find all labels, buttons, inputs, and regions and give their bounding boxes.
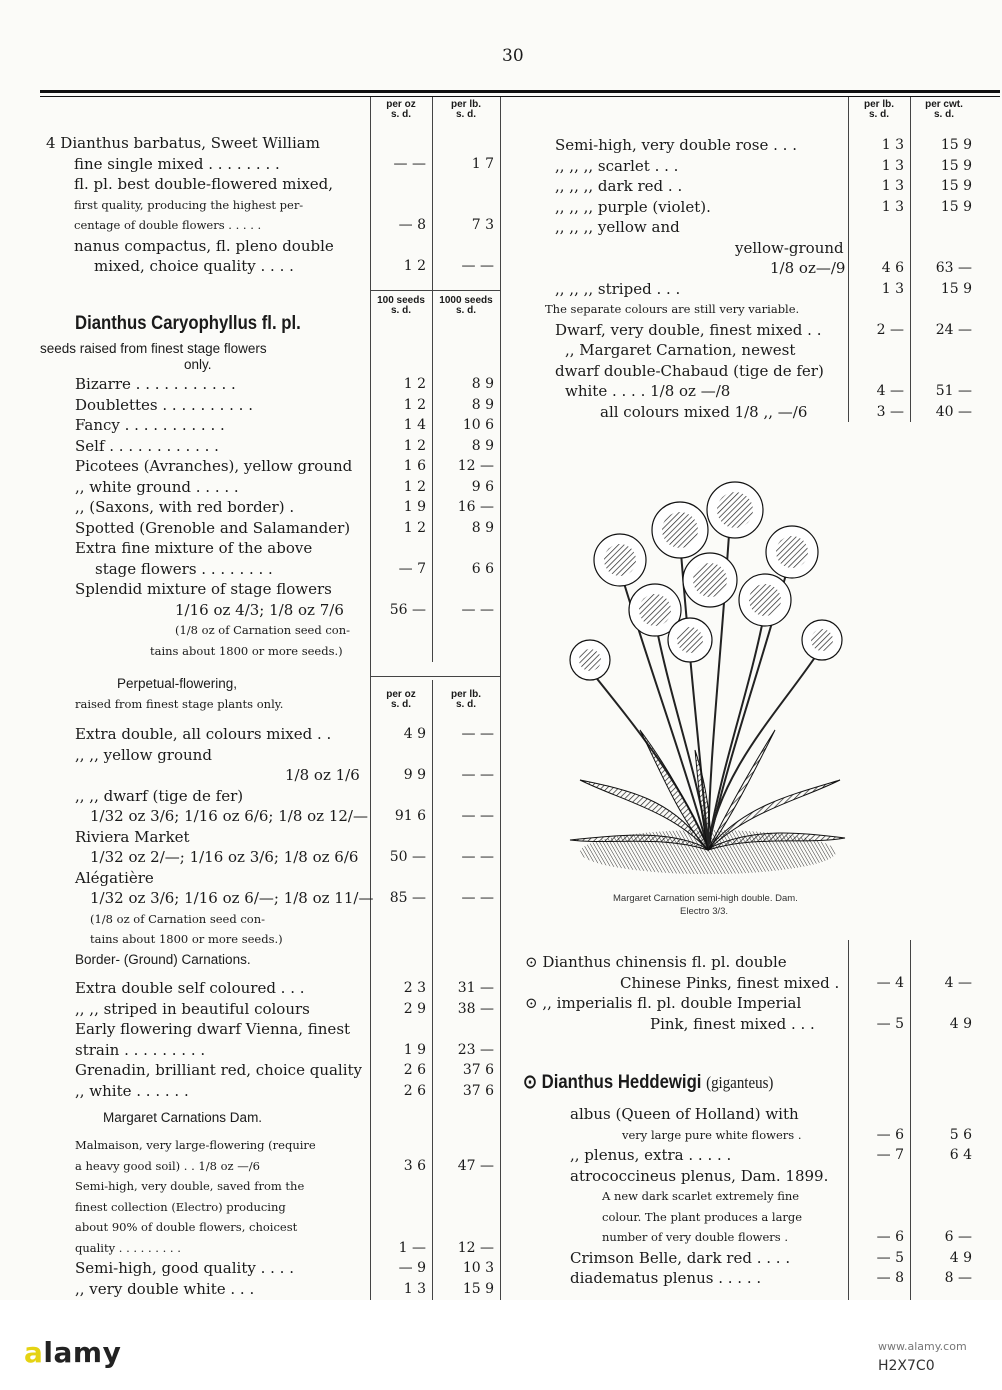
margaret-row-text: Semi-high, good quality . . . . [75,1259,294,1277]
sweet-william-row-text: nanus compactus, fl. pleno double [74,236,334,255]
margaret-row-text: Malmaison, very large-flowering (require [75,1138,316,1152]
caryophyllus-row-text: Doublettes . . . . . . . . . . [75,395,253,414]
margaret-row-price-a: 1 3 [403,1280,426,1297]
caryophyllus-row-price-b: — — [461,601,494,618]
border-carnation-row-text: strain . . . . . . . . . [75,1040,206,1059]
semi-high-row-text: all colours mixed 1/8 ,, —/6 [600,402,808,421]
chinensis-row-text: Chinese Pinks, finest mixed . [620,973,840,992]
caryophyllus-row-price-b: 8 9 [471,396,494,413]
semi-high-row-price-b: 15 9 [940,137,972,153]
perpetual-row-text: 1/32 oz 3/6; 1/16 oz 6/—; 1/8 oz 11/— [90,889,374,907]
caryophyllus-title: Dianthus Caryophyllus fl. pl. [75,313,301,334]
caryophyllus-row-text: Fancy . . . . . . . . . . . [75,416,225,434]
perpetual-row-text: Alégatière [75,868,154,887]
perpetual-row-price-a: 85 — [389,890,426,906]
heddewigi-row-text: atrococcineus plenus, Dam. 1899. [570,1166,829,1185]
sweet-william-row-text: 4 Dianthus barbatus, Sweet William [46,134,320,152]
chinensis-row-price-b: 4 9 [949,1015,972,1032]
heddewigi-row-text: diadematus plenus . . . . . [570,1269,762,1287]
semi-high-row-text: ,, ,, ,, scarlet . . . [555,156,679,175]
caryophyllus-row-price-a: 1 2 [403,437,426,454]
border-carnation-row-price-a: 2 6 [403,1062,426,1078]
margaret-row-text: Semi-high, very double, saved from the [75,1179,305,1193]
caryophyllus-row-text: stage flowers . . . . . . . . [95,559,273,578]
caryophyllus-row-text: Picotees (Avranches), yellow ground [75,457,353,475]
semi-high-row-text: ,, ,, ,, dark red . . [555,177,683,195]
page-number: 30 [502,46,524,66]
header-right-per-cwt: per cwt. s. d. [925,99,963,120]
chinensis-row-text: ⊙ ,, imperialis fl. pl. double Imperial [525,994,802,1012]
perpetual-row-price-a: 91 6 [394,808,426,824]
caryophyllus-row-text: ,, white ground . . . . . [75,477,239,496]
caryophyllus-row-price-b: 8 9 [471,376,494,392]
sweet-william-row-price-a: — — [393,155,426,172]
chinensis-row-price-a: — 4 [876,974,904,991]
price-header-rule-2 [370,676,500,677]
border-carnation-row-text: ,, ,, striped in beautiful colours [75,999,310,1018]
border-carnation-row-text: ,, white . . . . . . [75,1081,189,1100]
border-title: Border- (Ground) Carnations. [75,952,251,967]
margaret-row-text: finest collection (Electro) producing [75,1199,286,1214]
caryophyllus-row-price-a: — 7 [398,560,426,577]
border-carnation-row-price-a: 2 6 [403,1082,426,1099]
semi-high-row-price-a: 4 — [876,383,904,399]
perpetual-row-price-a: 50 — [389,849,426,865]
perpetual-subtitle: raised from finest stage plants only. [75,697,284,711]
semi-high-row-price-b: 63 — [935,260,972,276]
heddewigi-row-price-b: 6 4 [949,1147,972,1163]
semi-high-row-price-b: 15 9 [940,178,972,194]
caryophyllus-subtitle-2: only. [184,357,212,372]
perpetual-row-text: 1/32 oz 3/6; 1/16 oz 6/6; 1/8 oz 12/— [90,807,368,825]
margaret-title: Margaret Carnations Dam. [103,1110,263,1125]
perpetual-row-price-b: — — [461,726,494,742]
margaret-row-text: a heavy good soil) . . 1/8 oz —/6 [75,1158,260,1173]
heddewigi-row-price-a: — 5 [876,1249,904,1266]
border-carnation-row-text: Extra double self coloured . . . [75,979,305,997]
semi-high-row-price-b: 15 9 [940,157,972,174]
semi-high-row-text: white . . . . 1/8 oz —/8 [565,382,731,400]
perpetual-row-price-a: 4 9 [403,726,426,742]
semi-high-row-price-a: 1 3 [881,157,904,174]
border-carnation-row-text: Early flowering dwarf Vienna, finest [75,1020,351,1038]
sweet-william-row-text: mixed, choice quality . . . . [94,257,294,275]
heddewigi-row-price-b: 5 6 [949,1126,972,1143]
left-right-column-divider [500,97,501,1300]
caryophyllus-row-text: Bizarre . . . . . . . . . . . [75,375,236,393]
heddewigi-row-price-b: 6 — [944,1229,972,1245]
caryophyllus-row-text: 1/16 oz 4/3; 1/8 oz 7/6 [175,600,344,619]
semi-high-row-price-a: 4 6 [881,260,904,276]
left-price-column-divider [370,97,371,1300]
semi-high-row-text: dwarf double-Chabaud (tige de fer) [555,361,824,380]
stock-image-id: H2X7C0 [878,1358,935,1374]
perpetual-row-text: ,, ,, yellow ground [75,745,212,764]
caryophyllus-row-text: tains about 1800 or more seeds.) [150,643,343,658]
chinensis-row-text: Pink, finest mixed . . . [650,1014,815,1033]
heddewigi-row-text: albus (Queen of Holland) with [570,1105,799,1123]
caryophyllus-row-price-b: 8 9 [471,519,494,536]
top-double-rule [40,90,1000,93]
chinensis-row-price-a: — 5 [876,1015,904,1032]
caryophyllus-row-price-a: 1 2 [403,519,426,536]
caryophyllus-row-text: Spotted (Grenoble and Salamander) [75,518,351,537]
perpetual-row-price-b: — — [461,849,494,865]
perpetual-row-text: Riviera Market [75,827,190,846]
semi-high-row-text: ,, ,, ,, yellow and [555,218,680,236]
chinensis-row-text: ⊙ Dianthus chinensis fl. pl. double [525,953,787,971]
heddewigi-row-price-a: — 6 [876,1229,904,1245]
header-1000-seeds: 1000 seeds s. d. [439,295,493,316]
sweet-william-row-price-b: 1 7 [471,155,494,172]
watermark-logo: alamy [24,1336,122,1369]
semi-high-row-price-b: 24 — [935,321,972,338]
border-carnation-row-price-b: 38 — [457,1000,494,1017]
perpetual-row-price-b: — — [461,890,494,906]
margaret-row-price-b: 47 — [457,1157,494,1174]
border-carnation-row-price-a: 2 3 [403,980,426,996]
margaret-row-price-a: 3 6 [403,1157,426,1174]
margaret-row-text: about 90% of double flowers, choicest [75,1220,298,1234]
perpetual-row-text: 1/32 oz 2/—; 1/16 oz 3/6; 1/8 oz 6/6 [90,848,359,866]
border-carnation-row-price-b: 23 — [457,1041,494,1058]
caryophyllus-row-price-a: 56 — [389,601,426,618]
semi-high-row-text: Dwarf, very double, finest mixed . . [555,320,822,339]
sweet-william-row-price-b: — — [461,258,494,274]
semi-high-row-price-a: 1 3 [881,280,904,297]
margaret-row-price-b: 15 9 [462,1280,494,1297]
heddewigi-row-text: number of very double flowers . [602,1230,788,1244]
sweet-william-row-price-b: 7 3 [471,217,494,233]
caryophyllus-row-price-a: 1 9 [403,499,426,515]
caryophyllus-row-text: Splendid mixture of stage flowers [75,580,332,598]
border-carnation-row-text: Grenadin, brilliant red, choice quality [75,1061,363,1079]
caryophyllus-row-text: (1/8 oz of Carnation seed con- [175,623,351,637]
caryophyllus-row-price-a: 1 6 [403,458,426,474]
caryophyllus-row-text: Extra fine mixture of the above [75,539,313,557]
semi-high-row-price-a: 1 3 [881,198,904,215]
caryophyllus-row-price-b: 10 6 [462,417,494,433]
caryophyllus-row-price-b: 9 6 [471,478,494,495]
margaret-row-price-b: 10 3 [462,1260,494,1276]
caryophyllus-row-text: ,, (Saxons, with red border) . [75,498,295,516]
semi-high-row-price-b: 15 9 [940,198,972,215]
caryophyllus-row-price-a: 1 4 [403,417,426,433]
caryophyllus-row-price-b: 6 6 [471,560,494,577]
semi-high-row-price-a: 1 3 [881,137,904,153]
perpetual-row-text: ,, ,, dwarf (tige de fer) [75,786,244,805]
right-price-column-divider-lower [848,940,849,1300]
semi-high-row-text: ,, Margaret Carnation, newest [565,341,796,359]
sweet-william-row-text: fl. pl. best double-flowered mixed, [74,175,333,193]
stock-url: www.alamy.com [878,1340,967,1353]
perpetual-row-price-b: — — [461,767,494,783]
illustration-caption: Margaret Carnation semi-high double. Dam. [613,893,798,904]
left-price-mid-divider-lower [432,680,433,1300]
heddewigi-title: ⊙ Dianthus Heddewigi (giganteus) [523,1072,774,1093]
caryophyllus-subtitle: seeds raised from finest stage flowers [40,341,267,356]
semi-high-row-price-b: 15 9 [940,280,972,297]
header-per-oz: per oz s. d. [386,99,416,120]
semi-high-row-price-a: 1 3 [881,178,904,194]
sweet-william-row-price-a: 1 2 [403,258,426,274]
semi-high-row-text: ,, ,, ,, purple (violet). [555,197,711,216]
heddewigi-row-price-b: 8 — [944,1270,972,1286]
perpetual-row-text: 1/8 oz 1/6 [285,766,360,784]
border-carnation-row-price-b: 31 — [457,980,494,996]
heddewigi-row-price-a: — 8 [876,1270,904,1286]
chinensis-row-price-b: 4 — [944,974,972,991]
header-right-per-lb: per lb. s. d. [863,99,894,120]
carnation-illustration [560,450,850,880]
perpetual-title: Perpetual-flowering, [117,676,238,691]
right-price-column-divider [848,97,849,422]
semi-high-row-price-b: 40 — [935,403,972,420]
caryophyllus-row-text: Self . . . . . . . . . . . . [75,436,219,455]
semi-high-row-text: The separate colours are still very variable. [545,302,800,316]
caryophyllus-row-price-b: 16 — [457,499,494,515]
border-carnation-row-price-a: 1 9 [403,1041,426,1058]
header-per-oz-2: per oz s. d. [386,689,416,710]
heddewigi-row-price-a: — 6 [876,1126,904,1143]
heddewigi-row-price-a: — 7 [876,1147,904,1163]
border-carnation-row-price-b: 37 6 [462,1062,494,1078]
sweet-william-row-text: first quality, producing the highest per- [74,197,304,212]
perpetual-row-price-a: 9 9 [403,767,426,783]
caryophyllus-row-price-b: 8 9 [471,437,494,454]
right-price-mid-divider [910,97,911,422]
caryophyllus-row-price-a: 1 2 [403,376,426,392]
semi-high-row-price-b: 51 — [935,383,972,399]
border-carnation-row-price-a: 2 9 [403,1000,426,1017]
caryophyllus-row-price-a: 1 2 [403,478,426,495]
semi-high-row-text: yellow-ground [735,238,844,257]
sweet-william-row-text: centage of double flowers . . . . . [74,218,262,232]
semi-high-row-text: ,, ,, ,, striped . . . [555,279,681,298]
illustration-caption-2: Electro 3/3. [680,906,729,917]
perpetual-row-price-b: — — [461,808,494,824]
margaret-row-price-a: 1 — [398,1239,426,1256]
border-carnation-row-price-b: 37 6 [462,1082,494,1099]
sweet-william-row-text: fine single mixed . . . . . . . . [74,154,280,173]
header-per-lb-2: per lb. s. d. [450,689,481,710]
perpetual-row-text: Extra double, all colours mixed . . [75,725,332,743]
perpetual-row-text: tains about 1800 or more seeds.) [90,932,283,946]
caryophyllus-row-price-b: 12 — [457,458,494,474]
margaret-row-text: quality . . . . . . . . . [75,1240,181,1255]
header-per-lb: per lb. s. d. [450,99,481,120]
semi-high-row-price-a: 2 — [876,321,904,338]
heddewigi-row-text: ,, plenus, extra . . . . . [570,1146,732,1164]
stock-footer [0,1300,1002,1390]
heddewigi-row-text: Crimson Belle, dark red . . . . [570,1248,791,1267]
semi-high-row-text: 1/8 oz—/9 [770,259,846,277]
heddewigi-row-text: colour. The plant produces a large [602,1209,803,1224]
top-thin-rule [40,96,1000,97]
caryophyllus-row-price-a: 1 2 [403,396,426,413]
heddewigi-row-text: very large pure white flowers . [622,1127,802,1142]
sweet-william-row-price-a: — 8 [398,217,426,233]
left-price-mid-divider [432,97,433,662]
header-100-seeds: 100 seeds s. d. [377,295,425,316]
margaret-row-price-b: 12 — [457,1239,494,1256]
semi-high-row-text: Semi-high, very double rose . . . [555,136,797,154]
price-header-rule [370,290,500,291]
margaret-row-price-a: — 9 [398,1260,426,1276]
right-price-mid-divider-lower [910,940,911,1300]
semi-high-row-price-a: 3 — [876,403,904,420]
margaret-row-text: ,, very double white . . . [75,1279,255,1298]
perpetual-row-text: (1/8 oz of Carnation seed con- [90,911,266,926]
heddewigi-row-text: A new dark scarlet extremely fine [602,1189,800,1203]
heddewigi-row-price-b: 4 9 [949,1249,972,1266]
